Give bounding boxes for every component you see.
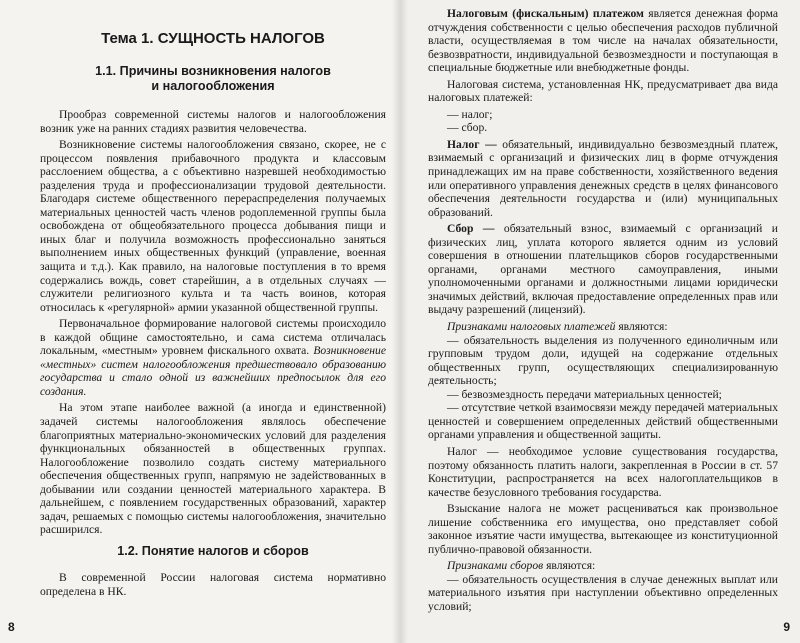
page-number-right: 9 [783, 620, 790, 635]
paragraph-text: являются: [543, 559, 596, 573]
paragraph [428, 559, 778, 573]
paragraph [428, 138, 778, 219]
list-item: — отсутствие четкой взаимосвязи между передачей материальных ценностей и совершением определенных действий общественными органами управления и общественной защиты. [428, 401, 778, 442]
paragraph: Взыскание налога не может расцениваться как произвольное лишение собственника его имущества, оно представляет собой законное изъятие части имущества, вытекающее из конституционной публично-правовой обязанности. [428, 502, 778, 556]
bold-term: Налоговым (фискальным) платежом [447, 7, 644, 20]
paragraph [428, 7, 778, 75]
paragraph [428, 320, 778, 334]
section-1-2-title: 1.2. Понятие налогов и сборов [117, 543, 309, 558]
list-item: — обязательность осуществления в случае денежных выплат или материального изъятия при наступлении объективно определенных условий; [428, 572, 778, 613]
paragraph: На этом этапе наиболее важной (а иногда и единственной) задачей системы налогообложения являлось обеспечение благоприятных материально-экономических условий для разделения функциональных обязанностей в общественных группах. Налогообложение позволило создать систему материального обеспечения общественных групп, напрямую не задействованных в добывании или создании ценностей материального характера. В дальнейшем, с появлением государственных образований, характер задач, решаемых с помощью системы налогообложения, значительно расширился. [40, 401, 386, 537]
right-page [400, 0, 800, 643]
list-item: — налог; [447, 107, 493, 121]
list-item: — обязательность выделения из полученного единоличным или групповым трудом доли, идущей на содержание отдельных общественных групп, осуществляющих специализированную деятельность; [428, 333, 778, 388]
paragraph: Возникновение системы налогообложения связано, скорее, не с процессом появления прибавочного продукта и классовым расслоением общества, а с объективно назревшей необходимостью разделения труда и профессионализации трудовой деятельности. Благодаря системе общественного перераспределения получаемых материальных ценностей часть членов родоплеменной группы была освобождена от общеобязательного процесса добывания пищи и иных благ и получила возможность профессионально заняться выполнением иных общественных функций (управление, военная защита и т.д.). Как правило, на налоговые поступления в то время содержались вождь, совет старейшин, а в отдельных случаях — служители религиозного культа и та часть воинов, которая относилась к «регулярной» армии указанной общественной группы. [40, 138, 386, 314]
paragraph-text: Первоначальное формирование налоговой системы происходило в каждой общине самостоятельно, и сама система отличалась локальным, «местным» уровнем фискального охвата. [40, 317, 386, 358]
paragraph-text: являются: [615, 320, 668, 334]
paragraph: Налоговая система, установленная НК, предусматривает два вида налоговых платежей: [428, 77, 778, 105]
paragraph-text: обязательный взнос, взимаемый с организаций и физических лиц, уплата которого является одним из условий совершения в отношении плательщиков сборов государственными органами, органами местного самоуправления, иными уполномоченными органами и должностными лицами юридически значимых действий, включая предоставление определенных прав или выдачу разрешений (лицензий). [428, 222, 778, 317]
italic-term: Признаками налоговых платежей [447, 320, 616, 334]
bold-term: Сбор — [447, 222, 495, 236]
section-1-1-title-line1: 1.1. Причины возникновения налогов [95, 64, 331, 78]
list-item: — безвозмездность передачи материальных ценностей; [447, 387, 722, 401]
bold-term: Налог — [447, 137, 497, 151]
paragraph [40, 317, 386, 398]
paragraph: Налог — необходимое условие существования государства, поэтому обязанность платить налоги, закрепленная в России в ст. 57 Конституции, распространяется на всех налогоплательщиков в качестве безусловного требования государства. [428, 444, 778, 499]
chapter-title: Тема 1. СУЩНОСТЬ НАЛОГОВ [101, 30, 325, 47]
paragraph: Прообраз современной системы налогов и налогообложения возник уже на ранних стадиях развития человечества. [40, 108, 386, 135]
paragraph-text: обязательный, индивидуально безвозмездный платеж, взимаемый с организаций и физических лиц в форме отчуждения принадлежащих им на праве собственности, хозяйственного ведения или оперативного управления денежных средств в целях финансового обеспечения деятельности государства и (или) муниципальных образований. [428, 137, 778, 219]
list-item: — сбор. [447, 121, 488, 135]
section-1-1-title [40, 64, 386, 94]
page-number-left: 8 [8, 620, 15, 635]
italic-term: Признаками сборов [447, 559, 544, 573]
paragraph-text: является денежная форма отчуждения собственности с целью обеспечения расходов публичной власти, осуществляемая в том числе на началах обязательности, безвозвратности, индивидуальной безвозмездности и поступающая в специальные бюджетные или внебюджетные фонды. [428, 7, 778, 75]
paragraph: В современной России налоговая система нормативно определена в НК. [40, 570, 386, 598]
italic-emphasis: Возникновение «местных» систем налогообложения предшествовало образованию государства и стало одной из важнейших предпосылок для его создания. [40, 344, 386, 398]
paragraph [428, 222, 778, 317]
section-1-1-title-line2: и налогообложения [151, 79, 275, 93]
